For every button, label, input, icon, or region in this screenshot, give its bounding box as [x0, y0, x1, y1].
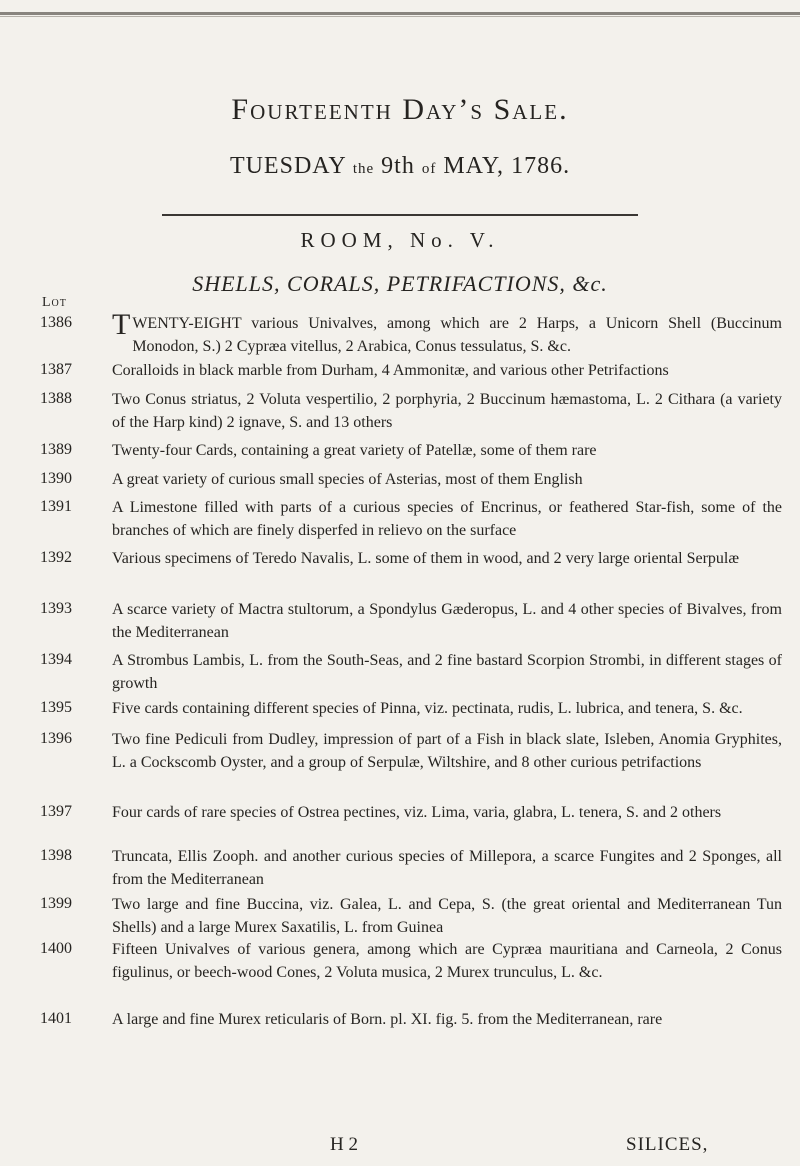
lot-description [112, 845, 782, 891]
lot-description-text: WENTY-EIGHT various Univalves, among which are 2 Harps, a Unicorn Shell (Buccinum Monodon, S.) 2 Cypræa vitellus, 2 Arabica, Conus tessulatus, S. &c. [132, 315, 782, 355]
lot-description-text: Two fine Pediculi from Dudley, impression of part of a Fish in black slate, Isleben, Anomia Gryphites, L. a Cockscomb Oyster, and a group of Serpulæ, Wiltshire, and 8 other curious petrifactions [112, 731, 782, 771]
sale-date [0, 153, 800, 180]
lot-description [112, 728, 782, 774]
date-word-the: the [352, 161, 375, 177]
lot-number: 1390 [40, 470, 72, 487]
lot-number: 1398 [40, 847, 72, 864]
category-heading: SHELLS, CORALS, PETRIFACTIONS, &c. [192, 271, 608, 296]
room-heading: ROOM, No. V. [300, 228, 500, 252]
lot-number: 1387 [40, 361, 72, 378]
month: MAY, [443, 153, 505, 179]
lot-description [112, 496, 782, 542]
lot-description [112, 308, 782, 358]
lot-description [112, 598, 782, 644]
signature-mark: H 2 [330, 1134, 358, 1155]
lot-description-text: Various specimens of Teredo Navalis, L. some of them in wood, and 2 very large oriental Serpulæ [112, 550, 740, 567]
lot-number: 1396 [40, 730, 72, 747]
lot-description-text: A large and fine Murex reticularis of Born. pl. XI. fig. 5. from the Mediterranean, rare [112, 1011, 663, 1028]
weekday: TUESDAY [229, 153, 346, 179]
lot-description [112, 439, 782, 462]
lot-description-text: A great variety of curious small species of Asterias, most of them English [112, 471, 583, 488]
lot-number: 1388 [40, 390, 72, 407]
lot-number: 1394 [40, 651, 72, 668]
lot-description-text: Twenty-four Cards, containing a great variety of Patellæ, some of them rare [112, 442, 597, 459]
lot-description [112, 1008, 782, 1031]
lot-number: 1386 [40, 314, 72, 331]
lot-description [112, 938, 782, 984]
lot-description [112, 547, 782, 570]
lot-number: 1389 [40, 441, 72, 458]
lot-description-text: Fifteen Univalves of various genera, among which are Cypræa mauritiana and Carneola, 2 Conus figulinus, or beech-wood Cones, 2 Voluta musica, 2 Murex trunculus, L. &c. [112, 941, 782, 981]
lot-description [112, 359, 782, 382]
lot-description-text: Coralloids in black marble from Durham, 4 Ammonitæ, and various other Petrifactions [112, 362, 669, 379]
lot-column-label: Lot [42, 295, 67, 310]
lot-description-text: A Strombus Lambis, L. from the South-Seas, and 2 fine bastard Scorpion Strombi, in different stages of growth [112, 652, 782, 692]
lot-description-text: Two large and fine Buccina, viz. Galea, L. and Cepa, S. (the great oriental and Mediterranean Tun Shells) and a large Murex Saxatilis, L. from Guinea [112, 896, 782, 936]
lot-number: 1393 [40, 600, 72, 617]
lot-description-text: Five cards containing different species of Pinna, viz. pectinata, rudis, L. lubrica, and tenera, S. &c. [112, 700, 743, 717]
lot-description [112, 893, 782, 939]
catchword: SILICES, [626, 1134, 709, 1155]
lot-number: 1395 [40, 699, 72, 716]
lot-number: 1399 [40, 895, 72, 912]
date-word-of: of [421, 161, 437, 177]
lot-description-text: A scarce variety of Mactra stultorum, a Spondylus Gæderopus, L. and 4 other species of Bivalves, from the Mediterranean [112, 601, 782, 641]
lot-description [112, 468, 782, 491]
lot-description [112, 388, 782, 434]
lot-number: 1397 [40, 803, 72, 820]
lot-description-text: Truncata, Ellis Zooph. and another curious species of Millepora, a scarce Fungites and 2 Sponges, all from the Mediterranean [112, 848, 782, 888]
top-rule-thin [0, 16, 800, 17]
sale-day-title: Fourteenth Day’s Sale. [231, 93, 569, 126]
lot-description-text: A Limestone filled with parts of a curious species of Encrinus, or feathered Star-fish, some of the branches of which are finely disperfed in relievo on the surface [112, 499, 782, 539]
top-rule [0, 12, 800, 15]
lot-number: 1391 [40, 498, 72, 515]
lot-description [112, 697, 782, 720]
year: 1786. [511, 153, 571, 179]
lot-description-text: Two Conus striatus, 2 Voluta vespertilio, 2 porphyria, 2 Buccinum hæmastoma, L. 2 Cithara (a variety of the Harp kind) 2 ignave, S. and 13 others [112, 391, 782, 431]
date-number: 9th [381, 153, 415, 179]
lot-number: 1401 [40, 1010, 72, 1027]
section-divider [162, 214, 638, 216]
lot-number: 1400 [40, 940, 72, 957]
drop-cap: T [112, 308, 131, 341]
lot-number: 1392 [40, 549, 72, 566]
lot-description-text: Four cards of rare species of Ostrea pectines, viz. Lima, varia, glabra, L. tenera, S. and 2 others [112, 804, 722, 821]
lot-description [112, 801, 782, 824]
lot-description [112, 649, 782, 695]
